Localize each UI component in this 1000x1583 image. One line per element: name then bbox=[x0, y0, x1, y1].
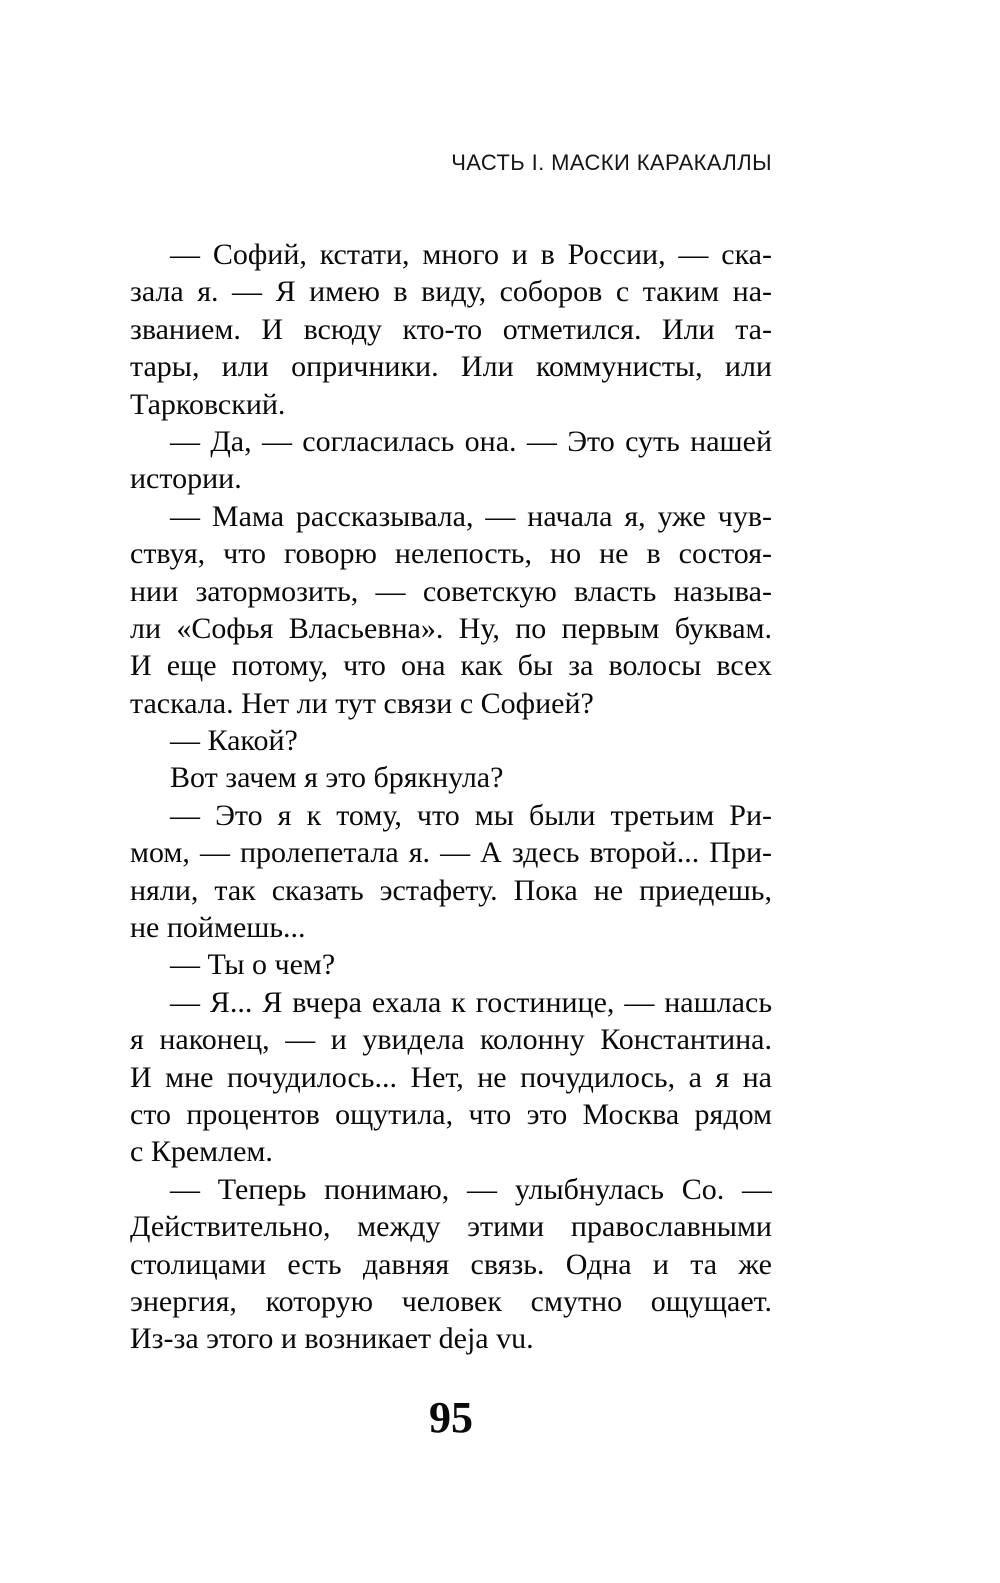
paragraph bbox=[130, 423, 772, 498]
text-line: — Мама рассказывала, — начала я, уже чув- bbox=[170, 499, 772, 533]
text-line: я наконец, — и увидела колонну Константина. bbox=[130, 1023, 772, 1057]
text-line: — Ты о чем? bbox=[170, 948, 336, 982]
text-line: И мне почудилось... Нет, не почудилось, а я на bbox=[130, 1060, 772, 1094]
text-line: ли «Софья Власьевна». Ну, по первым буквам. bbox=[130, 611, 772, 645]
text-line: няли, так сказать эстафету. Пока не приедешь, bbox=[130, 873, 772, 907]
text-line: сто процентов ощутила, что это Москва рядом bbox=[130, 1097, 772, 1131]
text-block bbox=[130, 236, 772, 1358]
text-line: энергия, которую человек смутно ощущает. bbox=[130, 1284, 772, 1318]
text-line: истории. bbox=[130, 462, 242, 496]
text-line: — Теперь понимаю, — улыбнулась Со. — bbox=[170, 1172, 772, 1206]
running-header: ЧАСТЬ I. МАСКИ КАРАКАЛЛЫ bbox=[451, 150, 772, 175]
text-line: с Кремлем. bbox=[130, 1135, 273, 1169]
text-line: званием. И всюду кто-то отметился. Или та- bbox=[130, 312, 772, 346]
text-line: таскала. Нет ли тут связи с Софией? bbox=[130, 686, 594, 720]
text-line: не поймешь... bbox=[130, 911, 306, 945]
text-line: — Софий, кстати, много и в России, — ска- bbox=[170, 238, 772, 271]
text-line: — Я... Я вчера ехала к гостинице, — нашлась bbox=[170, 985, 772, 1019]
text-line: нии затормозить, — советскую власть называ- bbox=[130, 574, 772, 608]
text-line: Тарковский. bbox=[130, 387, 286, 421]
paragraph bbox=[130, 1171, 772, 1358]
paragraph bbox=[130, 797, 772, 947]
text-line: Вот зачем я это брякнула? bbox=[170, 761, 504, 795]
text-line: — Да, — согласилась она. — Это суть нашей bbox=[170, 424, 772, 458]
paragraph bbox=[130, 984, 772, 1171]
text-line: — Какой? bbox=[170, 724, 298, 758]
text-line: — Это я к тому, что мы были третьим Ри- bbox=[170, 798, 772, 832]
paragraph bbox=[130, 498, 772, 722]
text-line: зала я. — Я имею в виду, соборов с таким на- bbox=[130, 275, 772, 309]
paragraph bbox=[130, 946, 772, 983]
text-line: столицами есть давняя связь. Одна и та же bbox=[130, 1247, 772, 1281]
text-line: И еще потому, что она как бы за волосы всех bbox=[130, 649, 772, 683]
text-line: ствуя, что говорю нелепость, но не в состоя- bbox=[130, 537, 772, 571]
paragraph bbox=[130, 759, 772, 796]
paragraph bbox=[130, 236, 772, 423]
paragraph bbox=[130, 722, 772, 759]
text-line: мом, — пролепетала я. — А здесь второй... При- bbox=[130, 836, 772, 870]
page-number: 95 bbox=[429, 1393, 473, 1442]
text-line: Из-за этого и возникает deja vu. bbox=[130, 1322, 534, 1356]
text-line: тары, или опричники. Или коммунисты, или bbox=[130, 350, 772, 384]
text-line: Действительно, между этими православными bbox=[130, 1210, 772, 1244]
